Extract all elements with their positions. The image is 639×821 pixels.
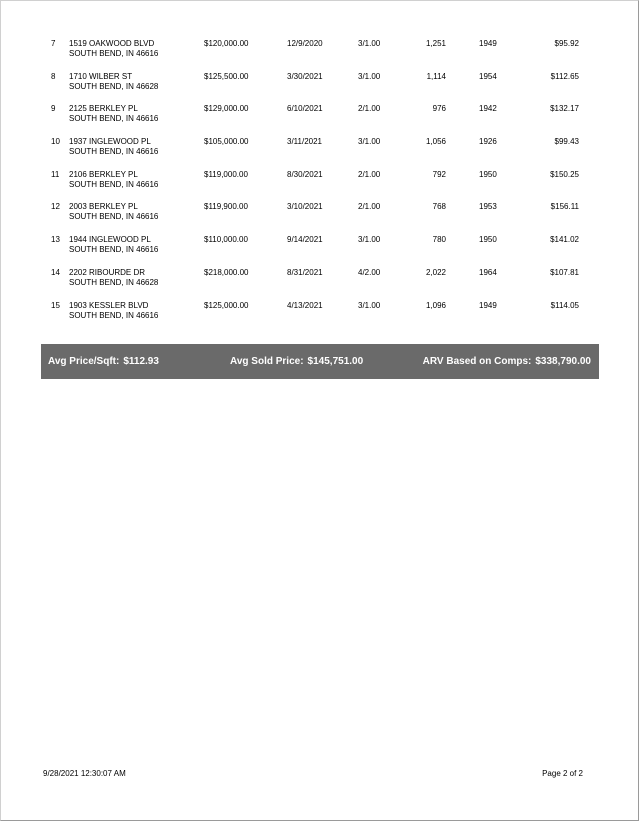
sold-date: 9/14/2021: [287, 235, 323, 245]
sold-price: $110,000.00: [204, 235, 248, 245]
sold-price: $120,000.00: [204, 39, 249, 48]
square-feet: 1,114: [426, 71, 446, 81]
sold-price: $119,000.00: [204, 169, 248, 179]
square-feet: 976: [432, 104, 446, 114]
sold-date: 8/31/2021: [287, 267, 323, 277]
avg-price-per-sqft: [48, 356, 159, 367]
square-feet: 792: [432, 169, 446, 179]
row-number: 9: [51, 104, 56, 114]
sold-date: 6/10/2021: [287, 104, 323, 114]
address: [69, 72, 158, 92]
bed-bath: 3/1.00: [358, 71, 381, 81]
sold-date: 3/10/2021: [287, 202, 323, 212]
address: [69, 301, 158, 321]
address: [69, 104, 158, 124]
square-feet: 1,056: [425, 137, 446, 147]
year-built: 1964: [479, 267, 497, 277]
bed-bath: 3/1.00: [358, 300, 381, 310]
sold-price: $125,500.00: [204, 71, 249, 81]
street-address: 1903 KESSLER BLVD: [69, 300, 149, 310]
summary-bar: [41, 344, 599, 379]
table-row: [0, 265, 639, 298]
sold-price: $119,900.00: [204, 202, 248, 212]
row-number: 11: [51, 169, 60, 179]
bed-bath: 4/2.00: [358, 267, 381, 277]
bed-bath: 2/1.00: [358, 104, 381, 114]
square-feet: 780: [432, 235, 446, 245]
avg-price-per-sqft-label: Avg Price/Sqft:: [48, 356, 120, 367]
city-state-zip: SOUTH BEND, IN 46616: [69, 245, 159, 255]
price-per-sqft: $112.65: [550, 71, 579, 81]
city-state-zip: SOUTH BEND, IN 46628: [69, 277, 159, 287]
avg-price-per-sqft-value: $112.93: [123, 356, 159, 367]
table-row: [0, 69, 639, 102]
sold-price: $125,000.00: [204, 300, 249, 310]
row-number: 8: [51, 71, 56, 81]
street-address: 1937 INGLEWOOD PL: [69, 137, 151, 147]
avg-sold-price-label: Avg Sold Price:: [230, 356, 304, 367]
sold-date: 12/9/2020: [287, 39, 323, 48]
address: [69, 202, 158, 222]
year-built: 1949: [479, 300, 497, 310]
price-per-sqft: $156.11: [550, 202, 579, 212]
price-per-sqft: $141.02: [550, 235, 579, 245]
address: [69, 137, 158, 157]
avg-sold-price: [230, 356, 363, 367]
sold-date: 8/30/2021: [287, 169, 323, 179]
city-state-zip: SOUTH BEND, IN 46616: [69, 147, 159, 157]
address: [69, 235, 158, 255]
bed-bath: 2/1.00: [358, 169, 381, 179]
address: [69, 39, 158, 59]
table-row: [0, 298, 639, 331]
city-state-zip: SOUTH BEND, IN 46628: [69, 81, 159, 91]
price-per-sqft: $95.92: [554, 39, 579, 48]
sold-price: $129,000.00: [204, 104, 249, 114]
table-row: [0, 101, 639, 134]
sold-date: 3/30/2021: [287, 71, 323, 81]
address: [69, 268, 158, 288]
square-feet: 2,022: [425, 267, 446, 277]
price-per-sqft: $107.81: [550, 267, 579, 277]
square-feet: 768: [432, 202, 446, 212]
street-address: 1519 OAKWOOD BLVD: [69, 39, 155, 48]
year-built: 1942: [479, 104, 497, 114]
row-number: 12: [51, 202, 60, 212]
year-built: 1926: [479, 137, 497, 147]
square-feet: 1,096: [425, 300, 446, 310]
table-row: [0, 232, 639, 265]
row-number: 14: [51, 267, 60, 277]
street-address: 2003 BERKLEY PL: [69, 202, 138, 212]
street-address: 2125 BERKLEY PL: [69, 104, 138, 114]
arv-based-on-comps: [423, 356, 591, 367]
year-built: 1953: [479, 202, 497, 212]
address: [69, 170, 158, 190]
sold-price: $105,000.00: [204, 137, 249, 147]
city-state-zip: SOUTH BEND, IN 46616: [69, 114, 159, 124]
comps-table: [0, 36, 639, 330]
table-row: [0, 167, 639, 200]
table-row: [0, 36, 639, 69]
city-state-zip: SOUTH BEND, IN 46616: [69, 310, 159, 320]
price-per-sqft: $114.05: [550, 300, 579, 310]
row-number: 15: [51, 300, 60, 310]
sold-price: $218,000.00: [204, 267, 249, 277]
bed-bath: 3/1.00: [358, 137, 381, 147]
row-number: 7: [51, 39, 56, 48]
year-built: 1950: [479, 235, 497, 245]
table-row: [0, 199, 639, 232]
bed-bath: 3/1.00: [358, 235, 381, 245]
row-number: 13: [51, 235, 60, 245]
square-feet: 1,251: [425, 39, 446, 48]
price-per-sqft: $132.17: [550, 104, 579, 114]
city-state-zip: SOUTH BEND, IN 46616: [69, 179, 159, 189]
sold-date: 3/11/2021: [287, 137, 322, 147]
arv-label: ARV Based on Comps:: [422, 356, 532, 367]
street-address: 2202 RIBOURDE DR: [69, 267, 146, 277]
arv-value: $338,790.00: [535, 356, 591, 367]
row-number: 10: [51, 137, 60, 147]
street-address: 1710 WILBER ST: [69, 71, 133, 81]
bed-bath: 3/1.00: [358, 39, 381, 48]
street-address: 1944 INGLEWOOD PL: [69, 235, 151, 245]
price-per-sqft: $150.25: [550, 169, 579, 179]
street-address: 2106 BERKLEY PL: [69, 169, 138, 179]
avg-sold-price-value: $145,751.00: [307, 356, 364, 367]
bed-bath: 2/1.00: [358, 202, 381, 212]
year-built: 1954: [479, 71, 497, 81]
footer-page-number: Page 2 of 2: [542, 769, 583, 778]
table-row: [0, 134, 639, 167]
footer-timestamp: 9/28/2021 12:30:07 AM: [43, 769, 126, 778]
city-state-zip: SOUTH BEND, IN 46616: [69, 212, 159, 222]
sold-date: 4/13/2021: [287, 300, 323, 310]
year-built: 1950: [479, 169, 497, 179]
city-state-zip: SOUTH BEND, IN 46616: [69, 49, 159, 58]
year-built: 1949: [479, 39, 497, 48]
price-per-sqft: $99.43: [554, 137, 579, 147]
